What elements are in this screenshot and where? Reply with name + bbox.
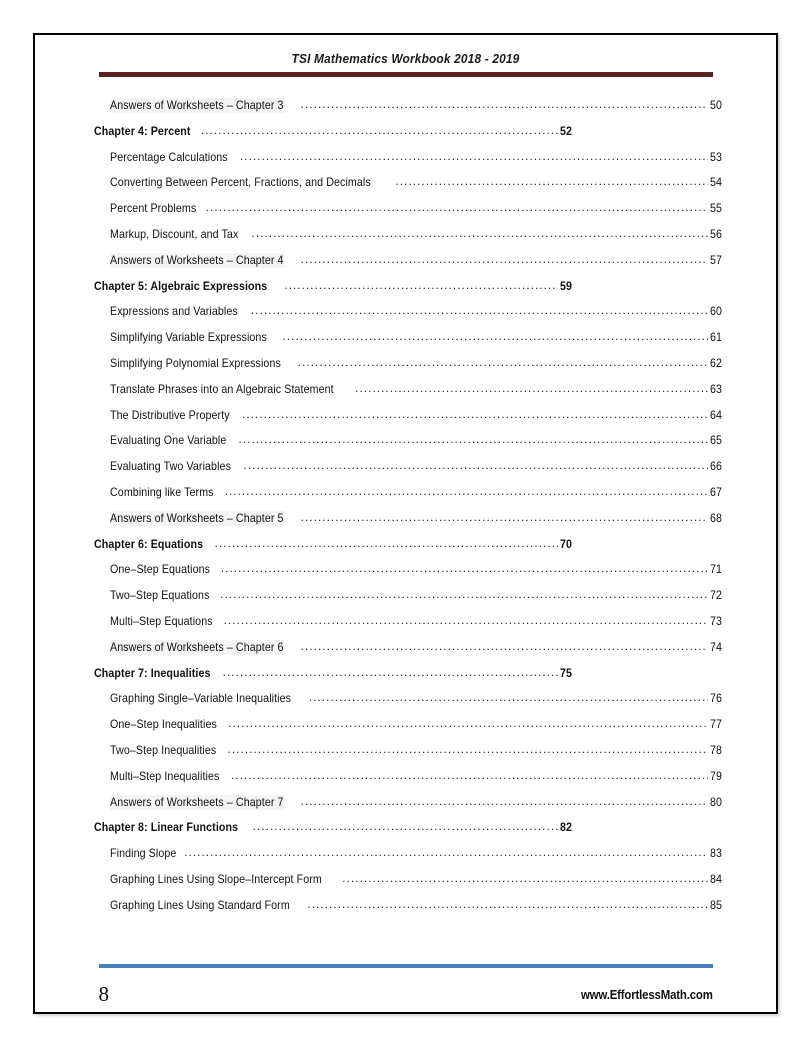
page-number: 8 [98, 981, 109, 1006]
toc-entry-label: One–Step Inequalities [110, 718, 217, 732]
toc-leader-dots [355, 382, 708, 395]
toc-entry[interactable] [94, 459, 722, 485]
toc-entry-page-number: 76 [710, 692, 722, 706]
toc-entry[interactable] [94, 898, 722, 924]
toc-entry-label: Answers of Worksheets – Chapter 3 [110, 99, 284, 112]
toc-entry-label: Answers of Worksheets – Chapter 4 [110, 253, 284, 267]
toc-entry-page-number: 64 [710, 408, 722, 422]
toc-entry-label: Graphing Lines Using Standard Form [110, 898, 290, 912]
toc-entry-page-number: 52 [560, 124, 572, 138]
toc-leader-dots [240, 150, 708, 163]
toc-entry-page-number: 59 [560, 279, 572, 293]
toc-entry-label: Evaluating One Variable [110, 434, 227, 448]
toc-leader-dots [309, 691, 708, 704]
toc-entry-page-number: 80 [710, 795, 722, 809]
toc-entry[interactable] [94, 227, 722, 253]
toc-entry-page-number: 70 [560, 537, 572, 551]
toc-entry[interactable] [94, 98, 722, 124]
toc-entry-page-number: 68 [710, 511, 722, 525]
toc-leader-dots [206, 201, 708, 214]
toc-leader-dots [284, 279, 558, 292]
toc-leader-dots [301, 98, 708, 111]
toc-leader-dots [231, 769, 708, 782]
toc-entry[interactable] [94, 330, 722, 356]
toc-entry-label: Simplifying Polynomial Expressions [110, 356, 281, 370]
toc-leader-dots [242, 408, 708, 421]
toc-entry[interactable] [94, 691, 722, 717]
page-footer [35, 964, 776, 1012]
toc-entry-page-number: 74 [710, 640, 722, 654]
toc-entry[interactable] [94, 511, 722, 537]
toc-entry-label: Markup, Discount, and Tax [110, 227, 239, 241]
toc-entry-page-number: 65 [710, 434, 722, 448]
toc-leader-dots [225, 485, 708, 498]
toc-leader-dots [253, 820, 558, 833]
toc-entry-label: Chapter 7: Inequalities [94, 666, 211, 680]
toc-entry-page-number: 53 [710, 150, 722, 164]
toc-entry[interactable] [94, 666, 722, 692]
toc-leader-dots [283, 330, 709, 343]
toc-entry[interactable] [94, 795, 722, 821]
toc-entry-page-number: 66 [710, 460, 722, 474]
toc-entry[interactable] [94, 562, 722, 588]
toc-leader-dots [224, 614, 709, 627]
toc-entry-page-number: 55 [710, 202, 722, 216]
toc-entry-page-number: 82 [560, 821, 572, 835]
toc-entry-label: Chapter 8: Linear Functions [94, 821, 239, 835]
toc-entry[interactable] [94, 588, 722, 614]
toc-entry[interactable] [94, 717, 722, 743]
toc-entry-label: Answers of Worksheets – Chapter 7 [110, 795, 284, 809]
toc-entry-page-number: 84 [710, 872, 722, 886]
toc-entry-page-number: 63 [710, 382, 722, 396]
toc-entry-label: Evaluating Two Variables [110, 460, 231, 474]
toc-entry-label: Finding Slope [110, 847, 177, 861]
page-header [35, 35, 776, 77]
running-header-title: TSI Mathematics Workbook 2018 - 2019 [291, 51, 520, 66]
toc-entry-page-number: 56 [710, 227, 722, 241]
toc-leader-dots [215, 537, 558, 550]
toc-entry-label: Graphing Lines Using Slope–Intercept Form [110, 872, 322, 886]
toc-entry-page-number: 60 [710, 305, 722, 319]
toc-entry-label: Chapter 4: Percent [94, 124, 191, 138]
table-of-contents [94, 98, 722, 924]
toc-entry[interactable] [94, 820, 722, 846]
toc-entry-page-number: 61 [710, 331, 722, 345]
toc-entry-label: Two–Step Equations [110, 589, 210, 603]
toc-entry-label: Chapter 5: Algebraic Expressions [94, 279, 268, 293]
toc-leader-dots [201, 124, 558, 137]
toc-leader-dots [184, 846, 708, 859]
toc-leader-dots [301, 511, 708, 524]
toc-leader-dots [298, 356, 708, 369]
toc-entry[interactable] [94, 382, 722, 408]
toc-entry[interactable] [94, 872, 722, 898]
toc-entry-label: Simplifying Variable Expressions [110, 331, 267, 345]
toc-entry-page-number: 57 [710, 253, 722, 267]
toc-leader-dots [252, 227, 709, 240]
website-url: www.EffortlessMath.com [580, 986, 713, 1002]
toc-entry-page-number: 54 [710, 176, 722, 190]
toc-entry-label: Multi–Step Equations [110, 614, 213, 628]
toc-entry-label: Percent Problems [110, 202, 197, 216]
toc-entry[interactable] [94, 537, 722, 563]
toc-entry[interactable] [94, 743, 722, 769]
toc-entry-label: Two–Step Inequalities [110, 743, 217, 757]
toc-entry-page-number: 83 [710, 847, 722, 861]
toc-entry-label: Answers of Worksheets – Chapter 5 [110, 511, 284, 525]
toc-entry[interactable] [94, 201, 722, 227]
toc-entry-label: Translate Phrases into an Algebraic Statement [110, 382, 334, 396]
toc-entry-label: One–Step Equations [110, 563, 211, 577]
toc-entry-label: Converting Between Percent, Fractions, and Decimals [110, 176, 371, 190]
toc-entry-page-number: 62 [710, 356, 722, 370]
toc-leader-dots [220, 588, 708, 601]
toc-entry-label: Percentage Calculations [110, 150, 228, 164]
toc-entry-page-number: 77 [710, 718, 722, 732]
toc-leader-dots [301, 253, 708, 266]
toc-leader-dots [223, 666, 558, 679]
toc-leader-dots [342, 872, 708, 885]
toc-leader-dots [301, 795, 708, 808]
toc-leader-dots [228, 717, 708, 730]
toc-entry[interactable] [94, 846, 722, 872]
toc-entry-label: Chapter 6: Equations [94, 537, 204, 551]
toc-leader-dots [238, 433, 708, 446]
toc-entry-page-number: 79 [710, 769, 722, 783]
toc-entry[interactable] [94, 640, 722, 666]
toc-entry-label: Expressions and Variables [110, 305, 238, 319]
toc-entry[interactable] [94, 124, 722, 150]
toc-entry-label: Multi–Step Inequalities [110, 769, 220, 783]
toc-entry[interactable] [94, 150, 722, 176]
toc-leader-dots [221, 562, 708, 575]
toc-leader-dots [301, 640, 708, 653]
toc-entry[interactable] [94, 408, 722, 434]
toc-entry-page-number: 71 [710, 563, 722, 577]
toc-leader-dots [395, 175, 708, 188]
toc-entry-label: Combining like Terms [110, 485, 214, 499]
page-sheet [33, 33, 778, 1014]
toc-entry[interactable] [94, 304, 722, 330]
toc-leader-dots [228, 743, 709, 756]
toc-entry[interactable] [94, 356, 722, 382]
toc-entry-page-number: 75 [560, 666, 572, 680]
toc-leader-dots [244, 459, 709, 472]
toc-entry[interactable] [94, 485, 722, 511]
toc-leader-dots [251, 304, 708, 317]
toc-entry-page-number: 85 [710, 898, 722, 912]
toc-entry[interactable] [94, 279, 722, 305]
toc-entry[interactable] [94, 175, 722, 201]
toc-entry-label: Graphing Single–Variable Inequalities [110, 692, 292, 706]
toc-entry-label: Answers of Worksheets – Chapter 6 [110, 640, 284, 654]
toc-entry-page-number: 67 [710, 485, 722, 499]
toc-entry[interactable] [94, 433, 722, 459]
toc-entry-page-number: 78 [710, 743, 722, 757]
toc-entry[interactable] [94, 614, 722, 640]
toc-entry[interactable] [94, 769, 722, 795]
toc-entry[interactable] [94, 253, 722, 279]
header-divider-rule [99, 72, 713, 77]
toc-entry-page-number: 73 [710, 614, 722, 628]
toc-entry-label: The Distributive Property [110, 408, 230, 422]
toc-entry-page-number: 72 [710, 589, 722, 603]
toc-entry-page-number: 50 [710, 99, 722, 112]
toc-leader-dots [307, 898, 708, 911]
